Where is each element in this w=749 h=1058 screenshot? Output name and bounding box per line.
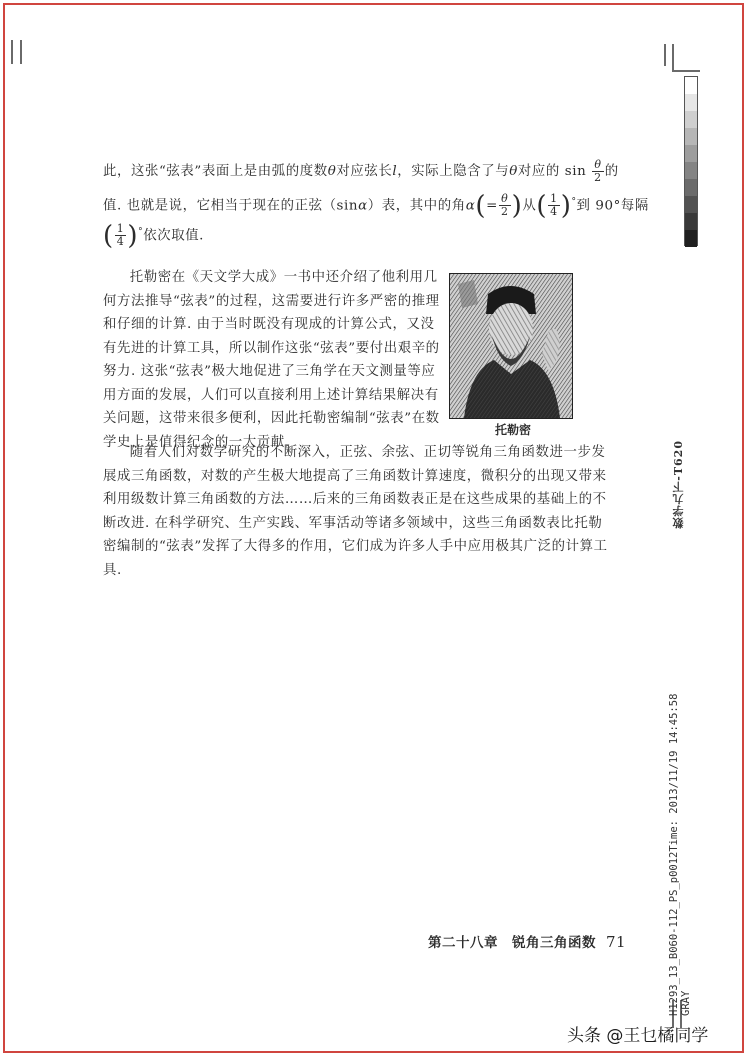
fraction-one-quarter: $\frac{1}{4}$ xyxy=(116,222,125,249)
fraction-theta-over-2: $\frac{\theta}{2}$ xyxy=(500,192,509,219)
paragraph-1 xyxy=(103,157,649,251)
fraction-theta-over-2: $\frac{\theta}{2}$ xyxy=(594,158,602,184)
paragraph-3: 随着人们对数学研究的不断深入，正弦、余弦、正切等锐角三角函数进一步发展成三角函数，对数的产生极大地提高了三角函数计算速度，微积分的出现又带来利用级数计算三角函数的方法……后来的三角函数表正是在这些成果的基础上的不断改进. 在科学研究、生产实践、军事活动等诸多领域中，这些三角函数表比托勒密编制的“弦表”发挥了大得多的作用，它们成为许多人手中应用极其广泛的计算工具. xyxy=(103,445,608,578)
crop-mark-top-right xyxy=(664,44,666,66)
print-metadata xyxy=(668,693,692,1016)
page-number: 71 xyxy=(606,933,627,951)
print-metadata-line-2: GRAY xyxy=(680,990,692,1016)
watermark: 头条 @王乜橘同学 xyxy=(567,1026,709,1046)
grayscale-strip xyxy=(684,76,698,246)
paragraph-2: 托勒密在《天文学大成》一书中还介绍了他利用几何方法推导“弦表”的过程，这需要进行许多严密的推理和仔细的计算. 由于当时既没有现成的计算公式，又没有先进的计算工具，所以制作这张“弦表”要付出艰辛的努力. 这张“弦表”极大地促进了三角学在天文测量等应用方面的发展，人们可以直接利用上述计算结果解决有关问题，这带来很多便利，因此托勒密编制“弦表”在数学史上是值得纪念的一大贡献. xyxy=(103,270,440,450)
crop-mark-top-left-2 xyxy=(20,40,22,64)
book-code: 数学九下-T620 xyxy=(672,440,685,529)
paragraph-1-line-2: 值. 也就是说，它相当于现在的正弦（sinα）表，其中的角α(= $\frac{\theta}{2}$ )从( $\frac{1}{4}$ )°到 90°每隔 xyxy=(103,190,649,221)
crop-mark-top-right-2 xyxy=(672,44,674,70)
ptolemy-portrait xyxy=(449,273,573,419)
page-footer xyxy=(428,931,626,951)
crop-mark-top-left xyxy=(11,40,13,64)
fraction-one-quarter: $\frac{1}{4}$ xyxy=(550,192,558,219)
chapter-title: 第二十八章 锐角三角函数 xyxy=(428,935,596,951)
portrait-caption: 托勒密 xyxy=(494,423,531,437)
paragraph-1-line-3: ( $\frac{1}{4}$ )°依次取值. xyxy=(103,220,205,251)
print-metadata-line-1: H1293_13_B060-112_PS_p0012Time: 2013/11/19 14:45:58 xyxy=(668,693,680,1016)
crop-mark-top-right-h xyxy=(672,70,700,72)
paragraph-1-line-1: 此，这张“弦表”表面上是由弧的度数θ对应弦长l，实际上隐含了与θ对应的 sin $\frac{\theta}{2}$ 的 xyxy=(103,158,619,184)
